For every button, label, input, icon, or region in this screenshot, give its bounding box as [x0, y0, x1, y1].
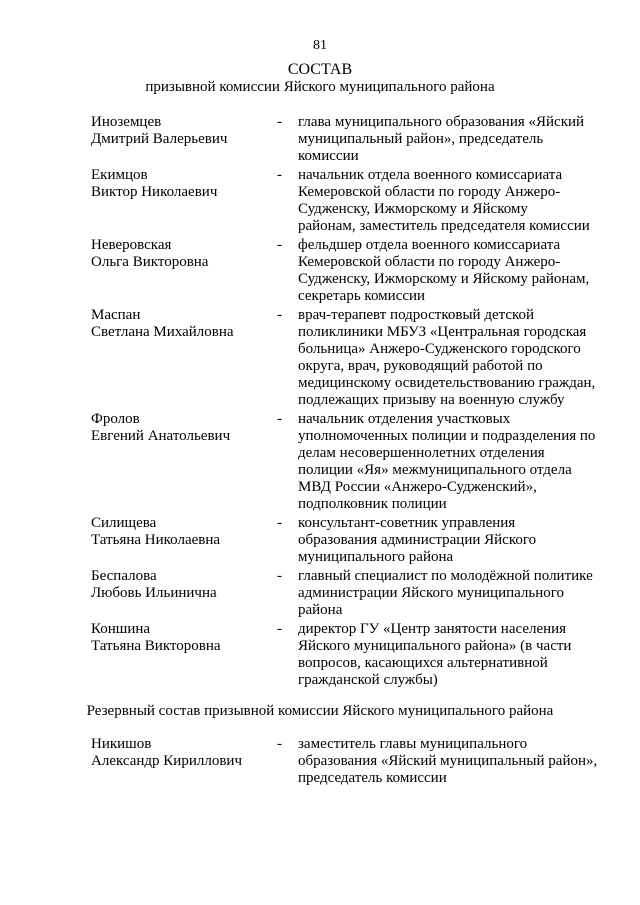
- member-name: [91, 736, 266, 770]
- separator-dash: -: [277, 736, 282, 752]
- member-entry: [0, 621, 640, 689]
- member-entry: [0, 568, 640, 619]
- member-position: консультант-советник управления образования администрации Яйского муниципального района: [298, 515, 537, 565]
- member-name: [91, 114, 266, 148]
- member-position: фельдшер отдела военного комиссариата Кемеровской области по городу Анжеро- Судженску, Ижморскому и Яйскому районам, секретарь комиссии: [298, 237, 590, 304]
- member-position: врач-терапевт подростковый детской поликлиники МБУЗ «Центральная городская больница» Анжеро-Судженского городского округа, врач, руководящий работой по медицинскому освидетельствованию граждан, подлежащих призыву на военную службу: [298, 307, 596, 408]
- member-position: начальник отделения участковых уполномоченных полиции и подразделения по делам несовершеннолетних отделения полиции «Яя» межмуниципального отдела МВД России «Анжеро-Судженский», подполковник полиции: [298, 411, 596, 512]
- member-position: начальник отдела военного комиссариата Кемеровской области по городу Анжеро- Судженску, Ижморскому и Яйскому районам, заместитель председателя комиссии: [298, 167, 590, 234]
- member-given-name: Светлана Михайловна: [91, 324, 234, 340]
- member-name: [91, 307, 266, 341]
- member-name: [91, 621, 266, 655]
- separator-dash: -: [277, 515, 282, 531]
- separator-dash: -: [277, 307, 282, 323]
- page-number: 81: [313, 38, 327, 53]
- member-position: глава муниципального образования «Яйский муниципальный район», председатель комиссии: [298, 114, 585, 164]
- document-title: СОСТАВ: [287, 61, 353, 78]
- member-given-name: Татьяна Викторовна: [91, 638, 221, 654]
- member-entry: [0, 736, 640, 787]
- member-surname: Неверовская: [91, 237, 172, 253]
- member-surname: Коншина: [91, 621, 151, 637]
- member-entry: [0, 167, 640, 235]
- member-name: [91, 568, 266, 602]
- member-surname: Екимцов: [91, 167, 148, 183]
- member-given-name: Любовь Ильинична: [91, 585, 217, 601]
- document-subtitle: призывной комиссии Яйского муниципального района: [145, 79, 495, 95]
- member-surname: Фролов: [91, 411, 140, 427]
- reserve-section-heading: Резервный состав призывной комиссии Яйского муниципального района: [86, 703, 554, 719]
- member-entry: [0, 307, 640, 409]
- member-surname: Маспан: [91, 307, 141, 323]
- member-name: [91, 515, 266, 549]
- member-entry: [0, 515, 640, 566]
- member-surname: Иноземцев: [91, 114, 162, 130]
- member-entry: [0, 114, 640, 165]
- member-entry: [0, 411, 640, 513]
- separator-dash: -: [277, 114, 282, 130]
- separator-dash: -: [277, 237, 282, 253]
- member-name: [91, 237, 266, 271]
- member-name: [91, 167, 266, 201]
- member-entry: [0, 237, 640, 305]
- separator-dash: -: [277, 621, 282, 637]
- member-given-name: Татьяна Николаевна: [91, 532, 221, 548]
- member-position: заместитель главы муниципального образования «Яйский муниципальный район», председатель комиссии: [298, 736, 598, 786]
- member-surname: Никишов: [91, 736, 152, 752]
- reserve-members-list: [0, 736, 640, 789]
- member-given-name: Ольга Викторовна: [91, 254, 209, 270]
- member-given-name: Дмитрий Валерьевич: [91, 131, 228, 147]
- member-given-name: Евгений Анатольевич: [91, 428, 231, 444]
- member-surname: Силищева: [91, 515, 157, 531]
- separator-dash: -: [277, 411, 282, 427]
- member-position: директор ГУ «Центр занятости населения Яйского муниципального района» (в части вопросов, касающихся альтернативной гражданской службы): [298, 621, 572, 688]
- separator-dash: -: [277, 568, 282, 584]
- member-surname: Беспалова: [91, 568, 157, 584]
- member-given-name: Александр Кириллович: [91, 753, 242, 769]
- member-position: главный специалист по молодёжной политике администрации Яйского муниципального района: [298, 568, 593, 618]
- member-given-name: Виктор Николаевич: [91, 184, 218, 200]
- commission-members-list: [0, 114, 640, 691]
- separator-dash: -: [277, 167, 282, 183]
- member-name: [91, 411, 266, 445]
